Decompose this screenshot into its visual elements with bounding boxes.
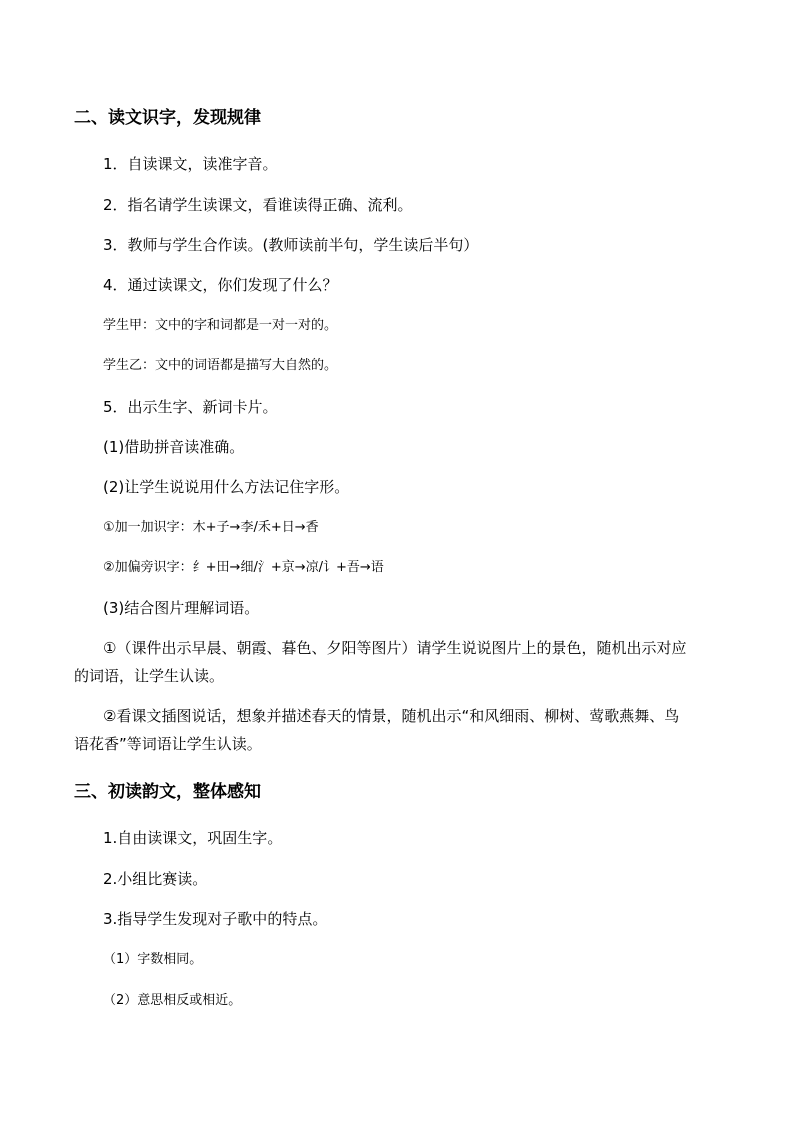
list-item: （1）字数相同。	[103, 952, 203, 967]
list-item: 3．教师与学生合作读。(教师读前半句，学生读后半句）	[103, 236, 479, 254]
student-answer: 学生乙：文中的词语都是描写大自然的。	[103, 358, 338, 373]
list-item: 5．出示生字、新词卡片。	[103, 398, 278, 416]
list-item: (1)借助拼音读准确。	[103, 438, 245, 456]
list-item: 1．自读课文，读准字音。	[103, 155, 278, 173]
section-heading: 二、读文识字，发现规律	[74, 108, 261, 128]
list-item: 2．指名请学生读课文，看谁读得正确、流利。	[103, 196, 413, 214]
list-item: (3)结合图片理解词语。	[103, 599, 260, 617]
paragraph-line: ①（课件出示早晨、朝霞、暮色、夕阳等图片）请学生说说图片上的景色，随机出示对应	[103, 639, 687, 657]
paragraph-line: ②看课文插图说话，想象并描述春天的情景，随机出示“和风细雨、柳树、莺歌燕舞、鸟	[103, 707, 680, 725]
student-answer: 学生甲：文中的字和词都是一对一对的。	[103, 318, 338, 333]
list-item: 2.小组比赛读。	[103, 870, 208, 888]
list-item: (2)让学生说说用什么方法记住字形。	[103, 478, 350, 496]
list-item: ②加偏旁识字：纟+田→细/氵+京→凉/讠+吾→语	[103, 560, 384, 575]
list-item: 1.自由读课文，巩固生字。	[103, 829, 283, 847]
list-item: 4．通过读课文，你们发现了什么？	[103, 276, 338, 294]
paragraph-line: 语花香”等词语让学生认读。	[74, 735, 262, 753]
list-item: ①加一加识字：木+子→李/禾+日→香	[103, 520, 319, 535]
list-item: （2）意思相反或相近。	[103, 993, 242, 1008]
section-heading: 三、初读韵文，整体感知	[74, 782, 261, 802]
list-item: 3.指导学生发现对子歌中的特点。	[103, 910, 328, 928]
paragraph-line: 的词语，让学生认读。	[74, 667, 225, 685]
